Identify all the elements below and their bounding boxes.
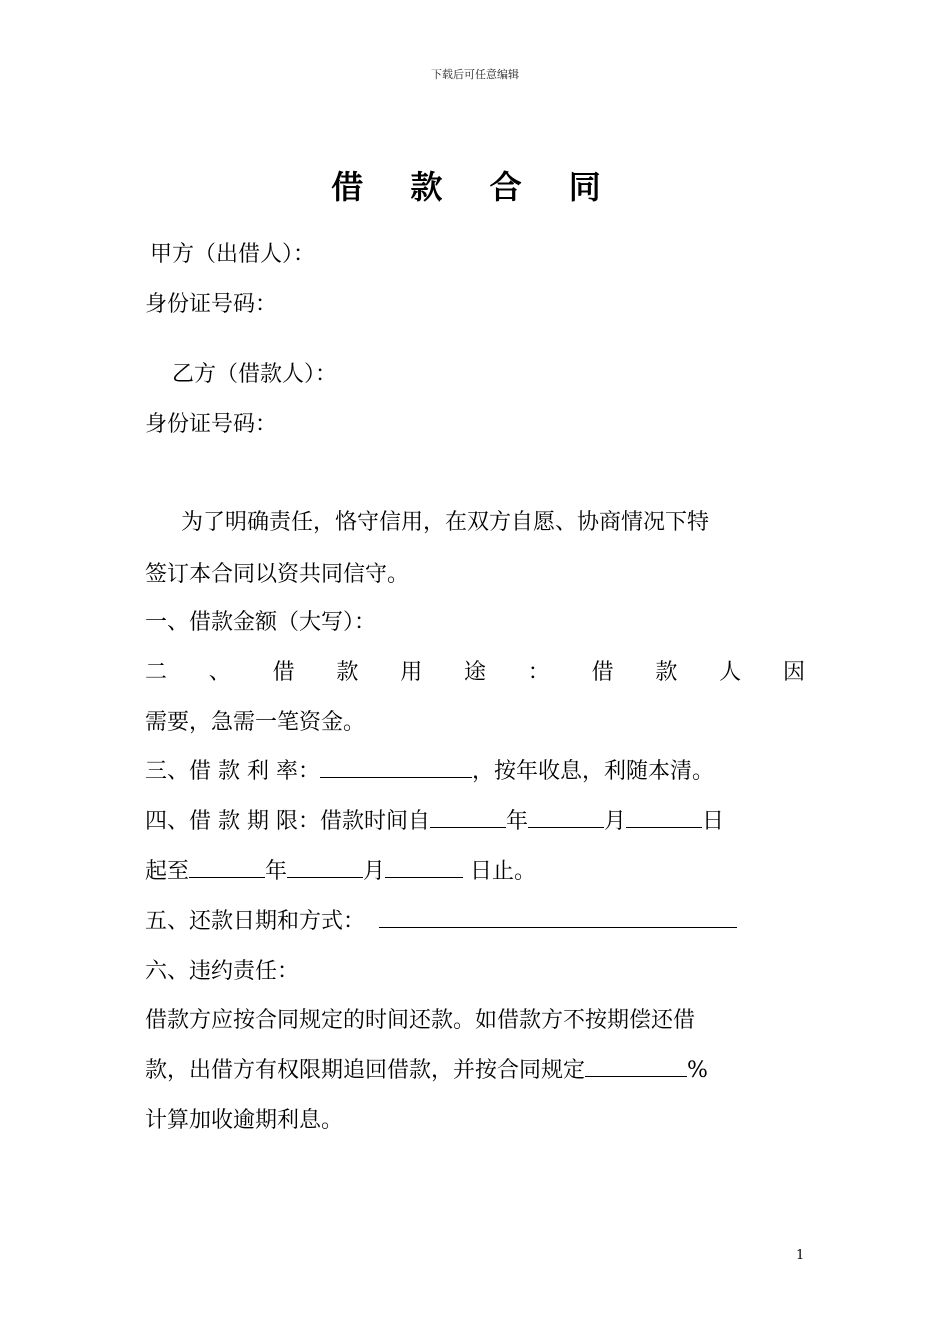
clause-2-char: 因 bbox=[782, 660, 805, 685]
clause-2-char: 二 bbox=[145, 660, 168, 685]
clause-2-char: ： bbox=[527, 660, 550, 685]
clause-2-char: 途 bbox=[463, 660, 486, 685]
clause-2-continuation: 需要，急需一笔资金。 bbox=[145, 710, 366, 735]
month-label: 月 bbox=[363, 859, 386, 884]
page-header: 下载后可任意编辑 bbox=[431, 68, 519, 81]
repayment-blank bbox=[379, 907, 737, 928]
clause-3-interest-rate bbox=[145, 757, 714, 787]
day-label: 日 bbox=[702, 809, 725, 834]
clause-2-char: 人 bbox=[719, 660, 742, 685]
interest-rate-blank bbox=[320, 757, 472, 778]
party-a-id-label: 身份证号码： bbox=[145, 292, 278, 317]
intro-paragraph-line-2: 签订本合同以资共同信守。 bbox=[145, 562, 410, 587]
clause-2-char: 、 bbox=[208, 660, 231, 685]
end-day-blank bbox=[385, 857, 463, 878]
clause-2-char: 款 bbox=[655, 660, 678, 685]
clause-2-char: 款 bbox=[336, 660, 359, 685]
month-label: 月 bbox=[604, 809, 627, 834]
contract-title: 借 款 合 同 bbox=[331, 168, 619, 206]
clause-2-char: 借 bbox=[591, 660, 614, 685]
page-number: 1 bbox=[796, 1248, 805, 1263]
clause-6-text-2: 款，出借方有权限期追回借款，并按合同规定 bbox=[145, 1058, 586, 1083]
percent-sign: % bbox=[687, 1058, 708, 1083]
end-month-blank bbox=[287, 857, 363, 878]
clause-3-label: 三、借 款 利 率： bbox=[145, 759, 320, 784]
clause-2-char: 用 bbox=[400, 660, 423, 685]
party-b-label: 乙方（借款人）： bbox=[172, 362, 338, 387]
clause-5-label: 五、还款日期和方式： bbox=[145, 909, 366, 934]
clause-4b-start: 起至 bbox=[145, 859, 190, 884]
clause-2-loan-purpose bbox=[145, 658, 805, 688]
party-b-id-label: 身份证号码： bbox=[145, 412, 278, 437]
clause-4b-end: 日止。 bbox=[463, 859, 537, 884]
end-year-blank bbox=[189, 857, 265, 878]
start-day-blank bbox=[626, 807, 702, 828]
clause-6-text-line-3: 计算加收逾期利息。 bbox=[145, 1108, 344, 1133]
clause-1-loan-amount: 一、借款金额（大写）： bbox=[145, 610, 377, 635]
clause-6-heading: 六、违约责任： bbox=[145, 959, 300, 984]
clause-3-tail: ，按年收息，利随本清。 bbox=[471, 759, 714, 784]
clause-4-label: 四、借 款 期 限：借款时间自 bbox=[145, 809, 430, 834]
start-month-blank bbox=[528, 807, 604, 828]
year-label: 年 bbox=[505, 809, 528, 834]
clause-6-text-line-2 bbox=[145, 1056, 708, 1086]
intro-paragraph-line-1: 为了明确责任，恪守信用，在双方自愿、协商情况下特 bbox=[181, 510, 710, 535]
clause-6-text-line-1: 借款方应按合同规定的时间还款。如借款方不按期偿还借 bbox=[145, 1008, 696, 1033]
penalty-rate-blank bbox=[585, 1056, 687, 1077]
clause-5-repayment bbox=[145, 907, 737, 937]
clause-4-loan-term bbox=[145, 807, 724, 837]
clause-2-char: 借 bbox=[272, 660, 295, 685]
party-a-label: 甲方（出借人）： bbox=[150, 242, 316, 267]
year-label: 年 bbox=[265, 859, 288, 884]
start-year-blank bbox=[430, 807, 506, 828]
clause-4-end-date bbox=[145, 857, 536, 887]
